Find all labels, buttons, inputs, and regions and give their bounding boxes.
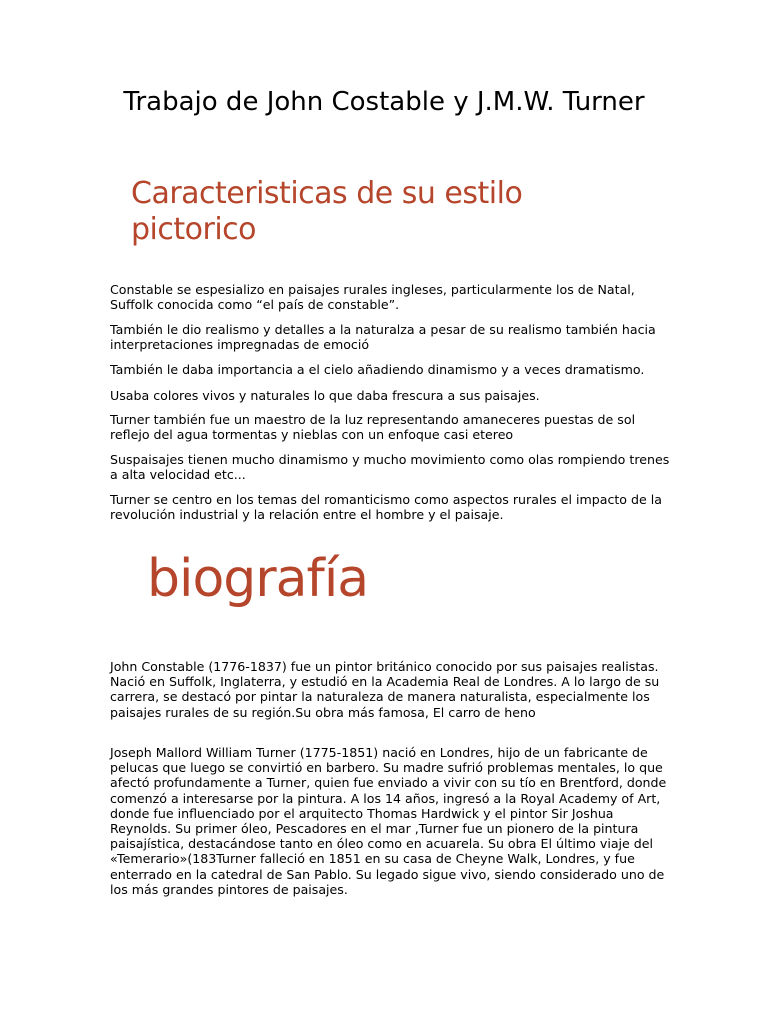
paragraph: También le dio realismo y detalles a la naturalza a pesar de su realismo también hacia interpretaciones impregnadas de emoció bbox=[110, 322, 656, 353]
paragraph: Turner también fue un maestro de la luz representando amaneceres puestas de sol reflejo del agua tormentas y nieblas con un enfoque casi etereo bbox=[110, 412, 636, 443]
paragraph: Suspaisajes tienen mucho dinamismo y mucho movimiento como olas rompiendo trenes a alta velocidad etc... bbox=[110, 452, 670, 483]
paragraph: Usaba colores vivos y naturales lo que daba frescura a sus paisajes. bbox=[110, 388, 540, 403]
paragraph: Constable se espesializo en paisajes rurales ingleses, particularmente los de Natal, Suffolk conocida como “el país de constable”. bbox=[110, 282, 635, 313]
section-heading-biografia: biografía bbox=[147, 549, 369, 609]
paragraph: También le daba importancia a el cielo añadiendo dinamismo y a veces dramatismo. bbox=[110, 362, 645, 377]
paragraph: Joseph Mallord William Turner (1775-1851) nació en Londres, hijo de un fabricante de pelucas que luego se convirtió en barbero. Su madre sufrió problemas mentales, lo que afectó profundamente a Turner, quien fue enviado a vivir con su tío en Brentford, donde comenzó a interesarse por la pintura. A los 14 años, ingresó a la Royal Academy of Art, donde fue influenciado por el arquitecto Thomas Hardwick y el pintor Sir Joshua Reynolds. Su primer óleo, Pescadores en el mar ,Turner fue un pionero de la pintura paisajística, destacándose tanto en óleo como en acuarela. Su obra El último viaje del «Temerario»(183Turner falleció en 1851 en su casa de Cheyne Walk, Londres, y fue enterrado en la catedral de San Pablo. Su legado sigue vivo, siendo considerado uno de los más grandes pintores de paisajes. bbox=[110, 745, 667, 897]
document-title: Trabajo de John Costable y J.M.W. Turner bbox=[123, 87, 645, 117]
paragraph: Turner se centro en los temas del romanticismo como aspectos rurales el impacto de la revolución industrial y la relación entre el hombre y el paisaje. bbox=[110, 492, 662, 523]
paragraph: John Constable (1776-1837) fue un pintor británico conocido por sus paisajes realistas. Nació en Suffolk, Inglaterra, y estudió en la Academia Real de Londres. A lo largo de su carrera, se destacó por pintar la naturaleza de manera naturalista, especialmente los paisajes rurales de su región.Su obra más famosa, El carro de heno bbox=[110, 659, 660, 720]
section-heading-estilo: Caracteristicas de su estilo pictorico bbox=[131, 176, 523, 247]
